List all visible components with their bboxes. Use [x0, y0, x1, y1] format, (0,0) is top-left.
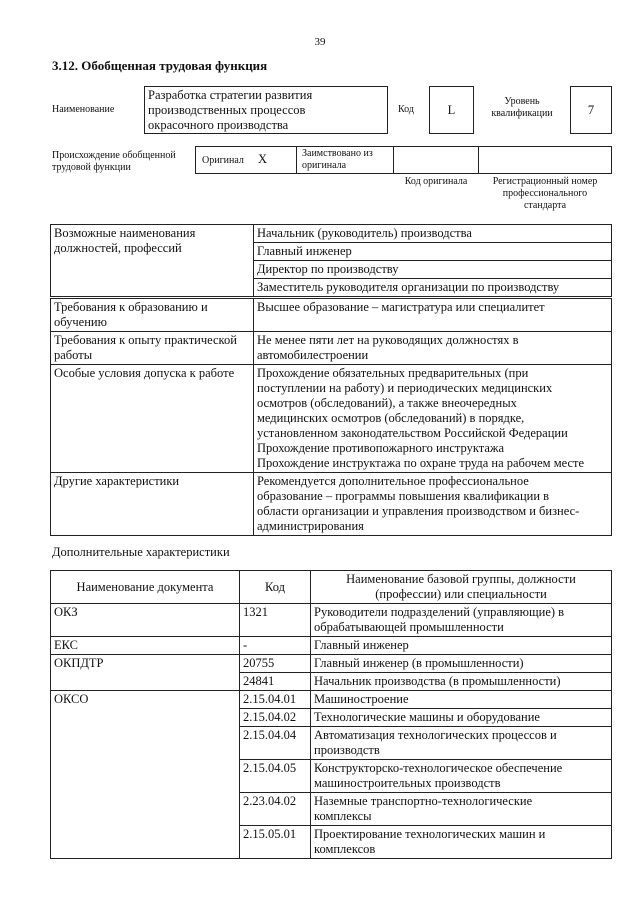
- doc-cell: ОКСО: [51, 691, 240, 859]
- header-doc: Наименование документа: [51, 571, 240, 604]
- position-item: Главный инженер: [254, 243, 611, 261]
- requirement-value: Рекомендуется дополнительное профессиональное образование – программы повышения квалификации в области организации и управления производством и бизнес- администрирования: [254, 473, 612, 536]
- code-cell: 2.15.04.01: [240, 691, 311, 709]
- borrowed-label: Заимствовано из оригинала: [302, 148, 373, 171]
- group-cell: Руководители подразделений (управляющие) в обрабатывающей промышленности: [311, 604, 612, 637]
- positions-table: [50, 224, 612, 297]
- requirement-label: Особые условия допуска к работе: [51, 365, 254, 473]
- requirement-row: [51, 332, 612, 365]
- section-title: 3.12. Обобщенная трудовая функция: [52, 58, 268, 73]
- requirement-label: Требования к образованию и обучению: [51, 299, 254, 332]
- group-cell: Главный инженер: [311, 637, 612, 655]
- original-mark: X: [258, 152, 268, 166]
- table-header-row: [51, 571, 612, 604]
- position-item: Начальник (руководитель) производства: [254, 225, 611, 243]
- reg-number-cell: [478, 146, 612, 174]
- table-row: [51, 655, 612, 673]
- position-item: Директор по производству: [254, 261, 611, 279]
- table-row: [51, 691, 612, 709]
- requirement-label: Другие характеристики: [51, 473, 254, 536]
- group-cell: Технологические машины и оборудование: [311, 709, 612, 727]
- requirement-value: Не менее пяти лет на руководящих должностях в автомобилестроении: [254, 332, 612, 365]
- name-value: Разработка стратегии развития производственных процессов окрасочного производства: [144, 86, 388, 134]
- table-row: [51, 604, 612, 637]
- group-cell: Машиностроение: [311, 691, 612, 709]
- code-cell: -: [240, 637, 311, 655]
- group-cell: Автоматизация технологических процессов и производств: [311, 727, 612, 760]
- code-cell: 1321: [240, 604, 311, 637]
- requirement-row: [51, 299, 612, 332]
- group-cell: Конструкторско-технологическое обеспечение машиностроительных производств: [311, 760, 612, 793]
- code-cell: 2.15.04.05: [240, 760, 311, 793]
- requirement-label: Требования к опыту практической работы: [51, 332, 254, 365]
- position-item: Заместитель руководителя организации по производству: [257, 280, 560, 294]
- code-cell: 2.23.04.02: [240, 793, 311, 826]
- group-cell: Проектирование технологических машин и комплексов: [311, 826, 612, 859]
- level-label: Уровень квалификации: [491, 96, 553, 119]
- code-original-cell: [393, 146, 479, 174]
- code-label: Код: [398, 104, 414, 115]
- requirement-value: Прохождение обязательных предварительных (при поступлении на работу) и периодических медицинских осмотров (обследований), а также внеочередных медицинских осмотров (обследований) в порядке, установленном законодательством Российской Федерации Прохождение противопожарного инструктажа Прохождение инструктажа по охране труда на рабочем месте: [254, 365, 612, 473]
- code-cell: 2.15.04.04: [240, 727, 311, 760]
- header-code: Код: [240, 571, 311, 604]
- doc-cell: ОКЗ: [51, 604, 240, 637]
- doc-cell: ОКПДТР: [51, 655, 240, 691]
- positions-label: Возможные наименования должностей, профессий: [51, 225, 254, 297]
- code-cell: 2.15.04.02: [240, 709, 311, 727]
- group-cell: Наземные транспортно-технологические комплексы: [311, 793, 612, 826]
- requirement-value: Высшее образование – магистратура или специалитет: [254, 299, 612, 332]
- additional-table: [50, 570, 612, 859]
- requirement-row: [51, 473, 612, 536]
- doc-cell: ЕКС: [51, 637, 240, 655]
- group-cell: Главный инженер (в промышленности): [311, 655, 612, 673]
- page-number: 39: [314, 36, 326, 48]
- group-cell: Начальник производства (в промышленности): [311, 673, 612, 691]
- reg-number-label: Регистрационный номер профессионального стандарта: [492, 176, 598, 211]
- requirement-row: [51, 365, 612, 473]
- original-label: Оригинал: [202, 155, 244, 166]
- code-original-label: Код оригинала: [404, 176, 468, 187]
- additional-title: Дополнительные характеристики: [52, 545, 230, 559]
- code-cell: 20755: [240, 655, 311, 673]
- code-value: L: [429, 86, 474, 134]
- header-group: Наименование базовой группы, должности (профессии) или специальности: [311, 571, 612, 604]
- origin-label: Происхождение обобщенной трудовой функции: [52, 150, 176, 173]
- table-row: [51, 637, 612, 655]
- code-cell: 24841: [240, 673, 311, 691]
- requirements-table: [50, 298, 612, 536]
- level-value: 7: [570, 86, 612, 134]
- name-label: Наименование: [52, 104, 115, 115]
- code-cell: 2.15.05.01: [240, 826, 311, 859]
